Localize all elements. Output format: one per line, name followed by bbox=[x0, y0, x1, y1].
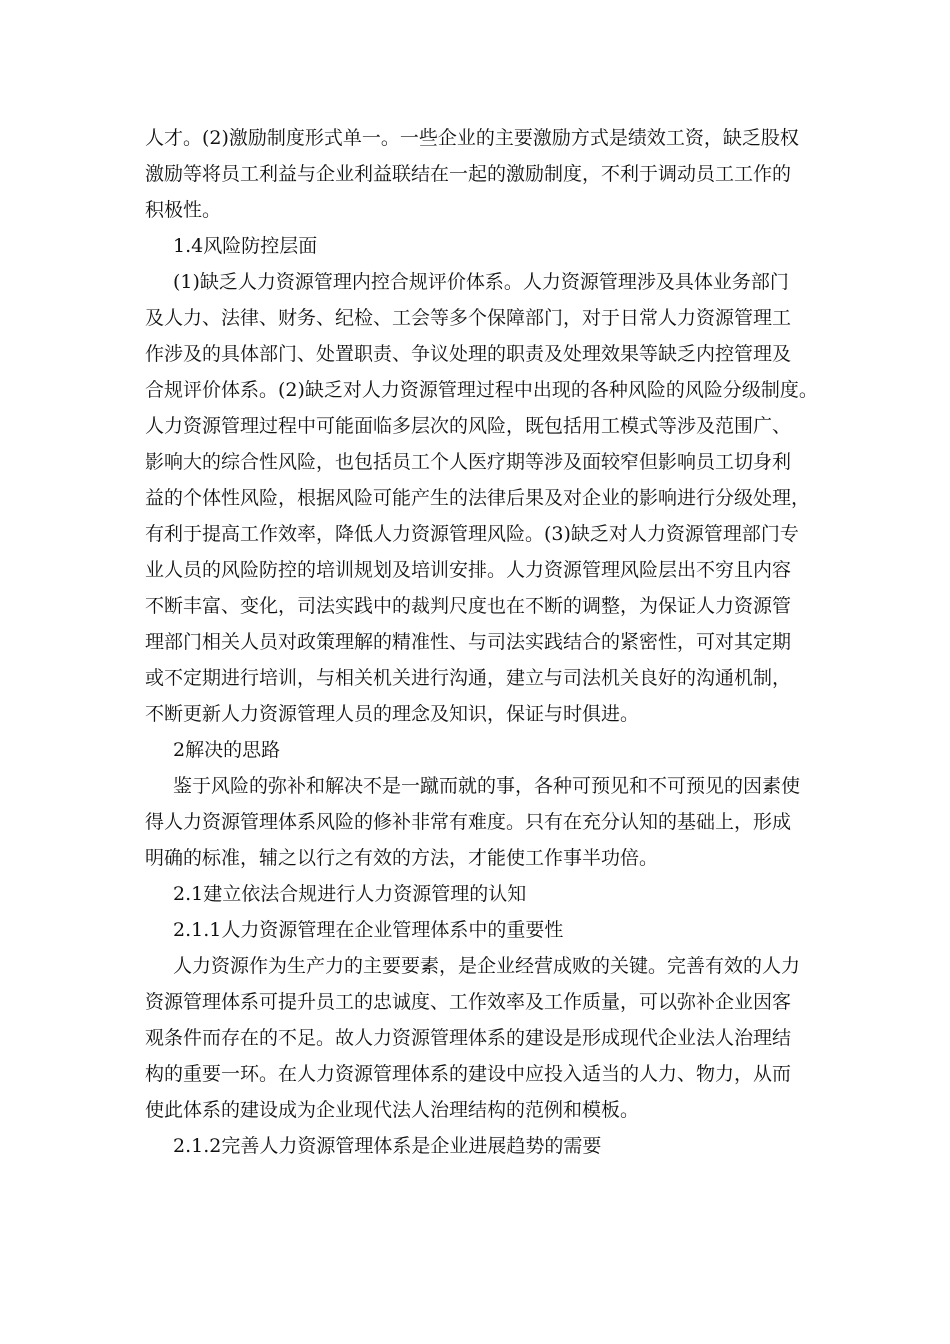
text-line: 人才。(2)激励制度形式单一。一些企业的主要激励方式是绩效工资，缺乏股权 bbox=[145, 127, 799, 149]
text-line: 资源管理体系可提升员工的忠诚度、工作效率及工作质量，可以弥补企业因客 bbox=[145, 991, 792, 1013]
text-line: 人力资源管理过程中可能面临多层次的风险，既包括用工模式等涉及范围广、 bbox=[145, 415, 792, 437]
text-line: 作涉及的具体部门、处置职责、争议处理的职责及处理效果等缺乏内控管理及 bbox=[145, 343, 792, 365]
text-line: 或不定期进行培训，与相关机关进行沟通，建立与司法机关良好的沟通机制， bbox=[145, 667, 792, 689]
section-heading: 2.1.1人力资源管理在企业管理体系中的重要性 bbox=[173, 919, 564, 941]
section-heading: 2解决的思路 bbox=[173, 739, 281, 761]
section-heading: 1.4风险防控层面 bbox=[173, 235, 318, 257]
text-line: 影响大的综合性风险，也包括员工个人医疗期等涉及面较窄但影响员工切身利 bbox=[145, 451, 792, 473]
text-line: 鉴于风险的弥补和解决不是一蹴而就的事，各种可预见和不可预见的因素使 bbox=[173, 775, 801, 797]
text-line: 及人力、法律、财务、纪检、工会等多个保障部门，对于日常人力资源管理工 bbox=[145, 307, 792, 329]
text-line: 使此体系的建设成为企业现代法人治理结构的范例和模板。 bbox=[145, 1099, 640, 1121]
text-line: 明确的标准，辅之以行之有效的方法，才能使工作事半功倍。 bbox=[145, 847, 659, 869]
section-heading: 2.1.2完善人力资源管理体系是企业进展趋势的需要 bbox=[173, 1135, 602, 1157]
text-line: 得人力资源管理体系风险的修补非常有难度。只有在充分认知的基础上，形成 bbox=[145, 811, 792, 833]
section-heading: 2.1建立依法合规进行人力资源管理的认知 bbox=[173, 883, 527, 905]
text-line: 积极性。 bbox=[145, 199, 222, 221]
text-line: 益的个体性风险，根据风险可能产生的法律后果及对企业的影响进行分级处理， bbox=[145, 487, 811, 509]
text-line: 业人员的风险防控的培训规划及培训安排。人力资源管理风险层出不穷且内容 bbox=[145, 559, 792, 581]
text-line: 观条件而存在的不足。故人力资源管理体系的建设是形成现代企业法人治理结 bbox=[145, 1027, 792, 1049]
text-line: 理部门相关人员对政策理解的精准性、与司法实践结合的紧密性，可对其定期 bbox=[145, 631, 792, 653]
text-line: 合规评价体系。(2)缺乏对人力资源管理过程中出现的各种风险的风险分级制度。 bbox=[145, 379, 818, 401]
text-line: 激励等将员工利益与企业利益联结在一起的激励制度，不利于调动员工工作的 bbox=[145, 163, 792, 185]
text-line: 不断更新人力资源管理人员的理念及知识，保证与时俱进。 bbox=[145, 703, 640, 725]
text-line: 有利于提高工作效率，降低人力资源管理风险。(3)缺乏对人力资源管理部门专 bbox=[145, 523, 799, 545]
text-line: 不断丰富、变化，司法实践中的裁判尺度也在不断的调整，为保证人力资源管 bbox=[145, 595, 792, 617]
text-line: 构的重要一环。在人力资源管理体系的建设中应投入适当的人力、物力，从而 bbox=[145, 1063, 792, 1085]
text-line: 人力资源作为生产力的主要要素，是企业经营成败的关键。完善有效的人力 bbox=[173, 955, 801, 977]
text-line: (1)缺乏人力资源管理内控合规评价体系。人力资源管理涉及具体业务部门 bbox=[173, 271, 789, 293]
